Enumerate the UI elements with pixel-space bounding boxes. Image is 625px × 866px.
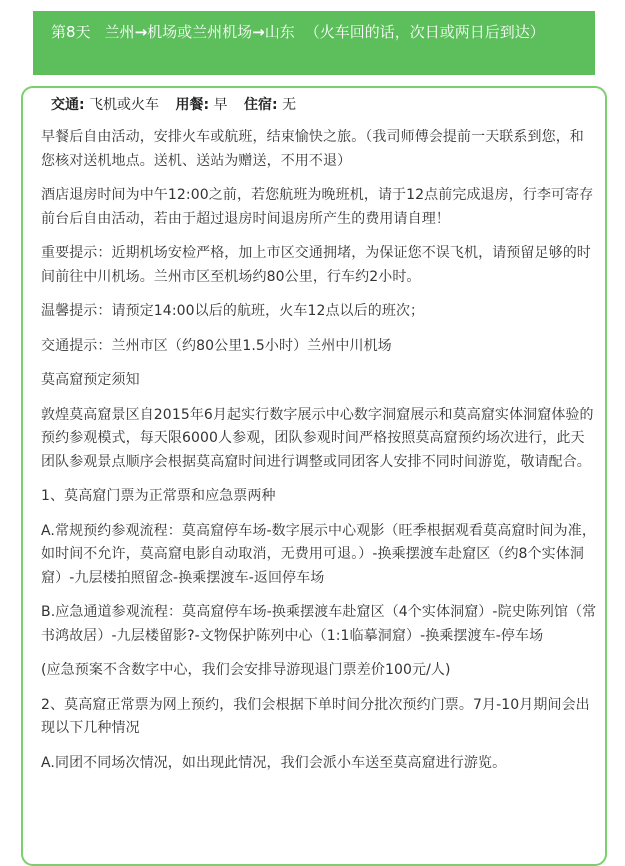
paragraph: 1、莫高窟门票为正常票和应急票两种 — [41, 488, 276, 504]
route-stop-airport: 机场或兰州机场 — [147, 23, 253, 41]
paragraph: 交通提示：兰州市区（约80公里1.5小时）兰州中川机场 — [41, 337, 392, 354]
day-detail-panel — [21, 86, 607, 866]
paragraph: 敦煌莫高窟景区自2015年6月起实行数字展示中心数字洞窟展示和莫高窟实体洞窟体验的预约参观模式，每天限6000人参观，团队参观时间严格按照莫高窟预约场次进行，此天团队参观景点顺序会根据莫高窟时间进行调整或同团客人安排不同时间游览，敬请配合。 — [41, 406, 594, 470]
route-arrow-icon: → — [252, 23, 265, 41]
paragraph: (应急预案不含数字中心，我们会安排导游现退门票差价100元/人) — [41, 662, 451, 678]
itinerary-content — [41, 126, 597, 786]
route-arrow-icon: → — [134, 23, 148, 41]
info-bar — [23, 94, 308, 116]
meals-label: 用餐: — [175, 97, 210, 113]
route-note: （火车回的话，次日或两日后到达） — [304, 23, 545, 41]
paragraph: A.同团不同场次情况，如出现此情况，我们会派小车送至莫高窟进行游览。 — [41, 754, 507, 771]
route-stop-shandong: 山东 — [264, 23, 295, 41]
route-stop-lanzhou: 兰州 — [104, 23, 135, 41]
day-label: 第8天 — [51, 23, 91, 41]
paragraph: A.常规预约参观流程：莫高窟停车场-数字展示中心观影（旺季根据观看莫高窟时间为准，如时间不允许，莫高窟电影自动取消，无费用可退。）-换乘摆渡车赴窟区（约8个实体洞窟）-九层楼拍照留念-换乘摆渡车-返回停车场 — [41, 522, 596, 586]
transport-label: 交通: — [51, 97, 85, 113]
paragraph: 重要提示：近期机场安检严格，加上市区交通拥堵，为保证您不误飞机，请预留足够的时间前往中川机场。兰州市区至机场约80公里，行车约2小时。 — [41, 245, 591, 285]
transport-info — [51, 97, 159, 113]
meals-value: 早 — [213, 97, 228, 113]
transport-value: 飞机或火车 — [89, 97, 160, 113]
paragraph: 2、莫高窟正常票为网上预约，我们会根据下单时间分批次预约门票。7月-10月期间会出现以下几种情况 — [41, 696, 590, 736]
paragraph: B.应急通道参观流程：莫高窟停车场-换乘摆渡车赴窟区（4个实体洞窟）-院史陈列馆（常书鸿故居）-九层楼留影?-文物保护陈列中心（1:1临摹洞窟）-换乘摆渡车-停车场 — [41, 604, 597, 644]
paragraph: 酒店退房时间为中午12:00之前，若您航班为晚班机，请于12点前完成退房，行李可寄存前台后自由活动，若由于超过退房时间退房所产生的费用请自理！ — [41, 187, 594, 227]
hotel-value: 无 — [282, 97, 297, 113]
hotel-info — [244, 97, 296, 113]
paragraph: 早餐后自由活动，安排火车或航班，结束愉快之旅。（我司师傅会提前一天联系到您，和您核对送机地点。送机、送站为赠送，不用不退） — [41, 129, 584, 169]
paragraph: 温馨提示：请预定14:00以后的航班，火车12点以后的班次； — [41, 303, 425, 319]
hotel-label: 住宿: — [244, 97, 278, 113]
day-header — [33, 11, 595, 75]
meals-info — [176, 97, 228, 113]
section-title: 莫高窟预定须知 — [41, 372, 140, 388]
